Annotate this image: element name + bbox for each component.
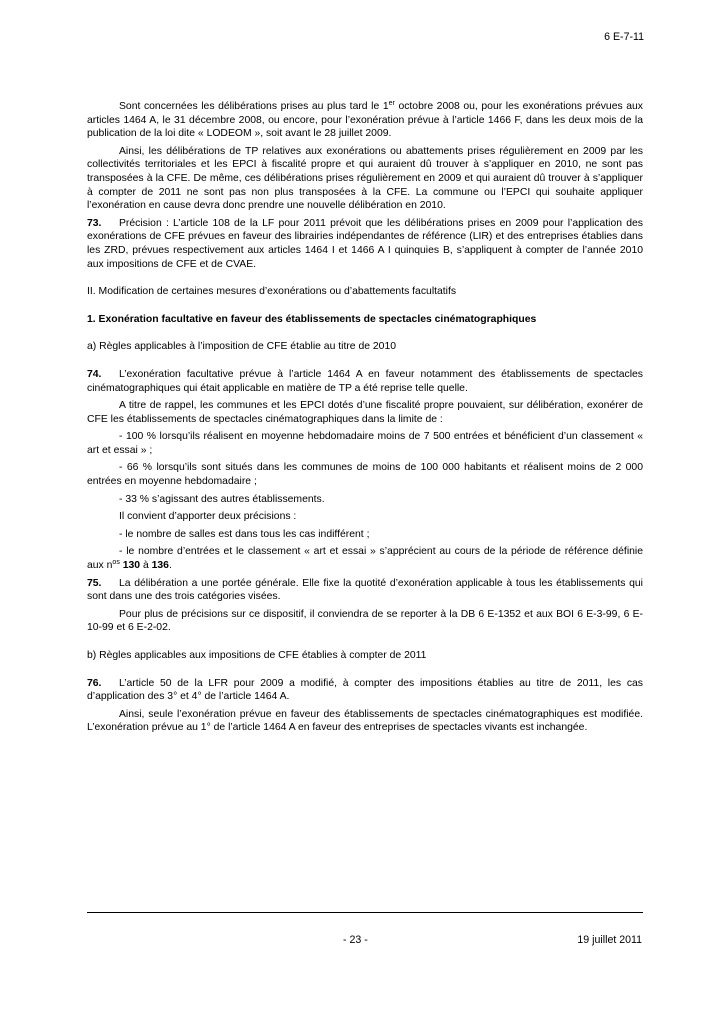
superscript: os [112, 559, 120, 567]
paragraph-deliberations-deadline [87, 100, 643, 141]
reference-number: 130 [122, 560, 141, 572]
section-heading-b: b) Règles applicables aux impositions de CFE établies à compter de 2011 [87, 650, 427, 661]
paragraph-tp-deliberations: Ainsi, les délibérations de TP relatives aux exonérations ou abattements prises régulièrement en 2009 par les collectivités territoriales et les EPCI à fiscalité propre et qui auraient dû trouver à s’appliquer en 2010, ne sont pas transposées à la CFE. De même, ces délibérations prises régulièrement en 2009 et qui auraient dû trouver à s’appliquer à compter de 2011 ne sont pas non plus transposées à la CFE. La commune ou l’EPCI qui souhaite appliquer l’exonération en cause devra donc prendre une nouvelle délibération en 2010. [87, 145, 643, 212]
publication-date: 19 juillet 2011 [577, 934, 642, 946]
paragraph-reminder: A titre de rappel, les communes et les EPCI dotés d’une fiscalité propre pouvaient, sur délibération, exonérer de CFE les établissements de spectacles cinématographiques dans la limite de : [87, 400, 643, 425]
document-reference: 6 E-7-11 [604, 31, 644, 43]
paragraph-modification: Ainsi, seule l’exonération prévue en faveur des établissements de spectacles cinématographiques est modifiée. L’exonération prévue au 1° de l’article 1464 A en faveur des entreprises de spectacles vivants est inchangée. [87, 708, 643, 734]
list-item-66: - 66 % lorsqu’ils sont situés dans les communes de moins de 100 000 habitants et réalisent moins de 2 000 entrées en moyenne hebdomadaire ; [87, 462, 643, 488]
paragraph-75 [87, 577, 643, 604]
paragraph-76 [87, 677, 643, 704]
section-heading-ii: II. Modification de certaines mesures d’exonérations ou d’abattements facultatifs [87, 286, 457, 298]
reference-number: 136 [151, 560, 169, 572]
paragraph-73 [87, 217, 643, 271]
text: octobre 2008 ou, pour les exonérations prévues aux articles 1464 A, le 31 décembre 2008, ou encore, pour l’exonération prévue à l’article 1466 F, dans les deux mois de la publication de la loi dite « LODEOM », soit avant le 28 juillet 2009. [87, 101, 644, 140]
text: - le nombre d’entrées et le classement « art et essai » s’apprécient au cours de la période de référence définie aux n [87, 546, 643, 572]
page-number: - 23 - [343, 934, 368, 946]
paragraph-number: 75. [87, 577, 102, 589]
paragraph-number: 76. [87, 677, 102, 689]
paragraph-74 [87, 368, 643, 395]
list-item-100: - 100 % lorsqu’ils réalisent en moyenne hebdomadaire moins de 7 500 entrées et bénéficient d’un classement « art et essai » ; [87, 431, 643, 456]
footer-divider [87, 912, 643, 913]
text: Sont concernées les délibérations prises au plus tard le 1 [119, 101, 389, 112]
section-heading-a: a) Règles applicables à l’imposition de CFE établie au titre de 2010 [87, 341, 397, 353]
text: L’exonération facultative prévue à l’article 1464 A en faveur notamment des établissements de spectacles cinématographiques qui était applicable en matière de TP a été reprise telle quelle. [87, 368, 643, 394]
list-item-33: - 33 % s’agissant des autres établissements. [119, 493, 325, 505]
paragraph-more-details: Pour plus de précisions sur ce dispositif, il conviendra de se reporter à la DB 6 E-1352 et aux BOI 6 E-3-99, 6 E-10-99 et 6 E-2-02. [87, 608, 643, 634]
paragraph-number: 73. [87, 217, 102, 229]
section-heading-1: 1. Exonération facultative en faveur des établissements de spectacles cinématographiques [87, 313, 537, 325]
superscript: er [388, 100, 395, 107]
text: Précision : L’article 108 de la LF pour 2011 prévoit que les délibérations prises en 2009 pour l’application des exonérations de CFE prévues en faveur des librairies indépendantes de référence (LIR) et des entreprises établies dans les ZRD, prévues respectivement aux articles 1464 I et 1466 A I quinquies B, s’appliquent à compter de l’année 2010 aux impositions de CFE et de CVAE. [87, 217, 643, 270]
paragraph-precisions: Il convient d’apporter deux précisions : [119, 511, 297, 523]
text: L’article 50 de la LFR pour 2009 a modifié, à compter des impositions établies au titre de 2011, les cas d’application des 3° et 4° de l’article 1464 A. [87, 677, 643, 703]
document-body [87, 100, 643, 739]
text: La délibération a une portée générale. Elle fixe la quotité d’exonération applicable à tous les établissements qui sont dans une des trois catégories visées. [87, 577, 643, 603]
list-item-salles: - le nombre de salles est dans tous les cas indifférent ; [119, 528, 370, 540]
text: . [168, 560, 172, 572]
paragraph-number: 74. [87, 368, 102, 380]
list-item-entrees [87, 545, 643, 572]
text: à [140, 560, 152, 572]
